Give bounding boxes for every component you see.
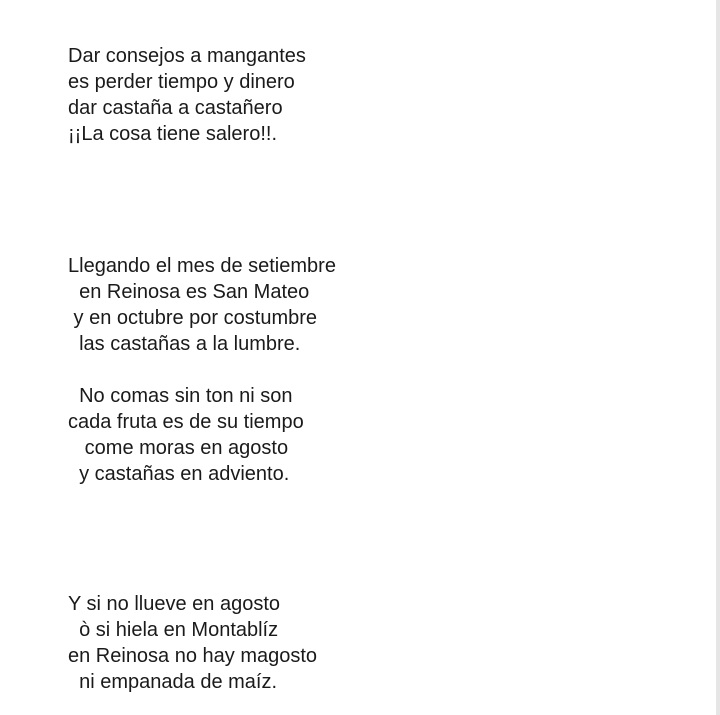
verse-line: es perder tiempo y dinero [68,71,295,93]
verse-line: en Reinosa no hay magosto [68,645,318,667]
verse-line: ni empanada de maíz. [68,671,278,693]
verse-line: y en octubre por costumbre [68,307,318,329]
stanza-3 [68,383,304,487]
verse-line: ¡¡La cosa tiene salero!!. [68,123,277,145]
verse-line: No comas sin ton ni son [68,385,293,407]
verse-line: dar castaña a castañero [68,97,283,119]
verse-line: Llegando el mes de setiembre [68,255,336,277]
verse-line: en Reinosa es San Mateo [68,281,310,303]
verse-line: cada fruta es de su tiempo [68,411,304,433]
stanza-2 [68,253,336,357]
verse-line: come moras en agosto [68,437,289,459]
verse-line: Y si no llueve en agosto [68,593,281,615]
verse-line: y castañas en adviento. [68,463,290,485]
verse-line: las castañas a la lumbre. [68,333,301,355]
stanza-1 [68,43,306,147]
verse-line: Dar consejos a mangantes [68,45,306,67]
page-edge [716,0,720,715]
stanza-4 [68,591,317,695]
verse-line: ò si hiela en Montablíz [68,619,279,641]
